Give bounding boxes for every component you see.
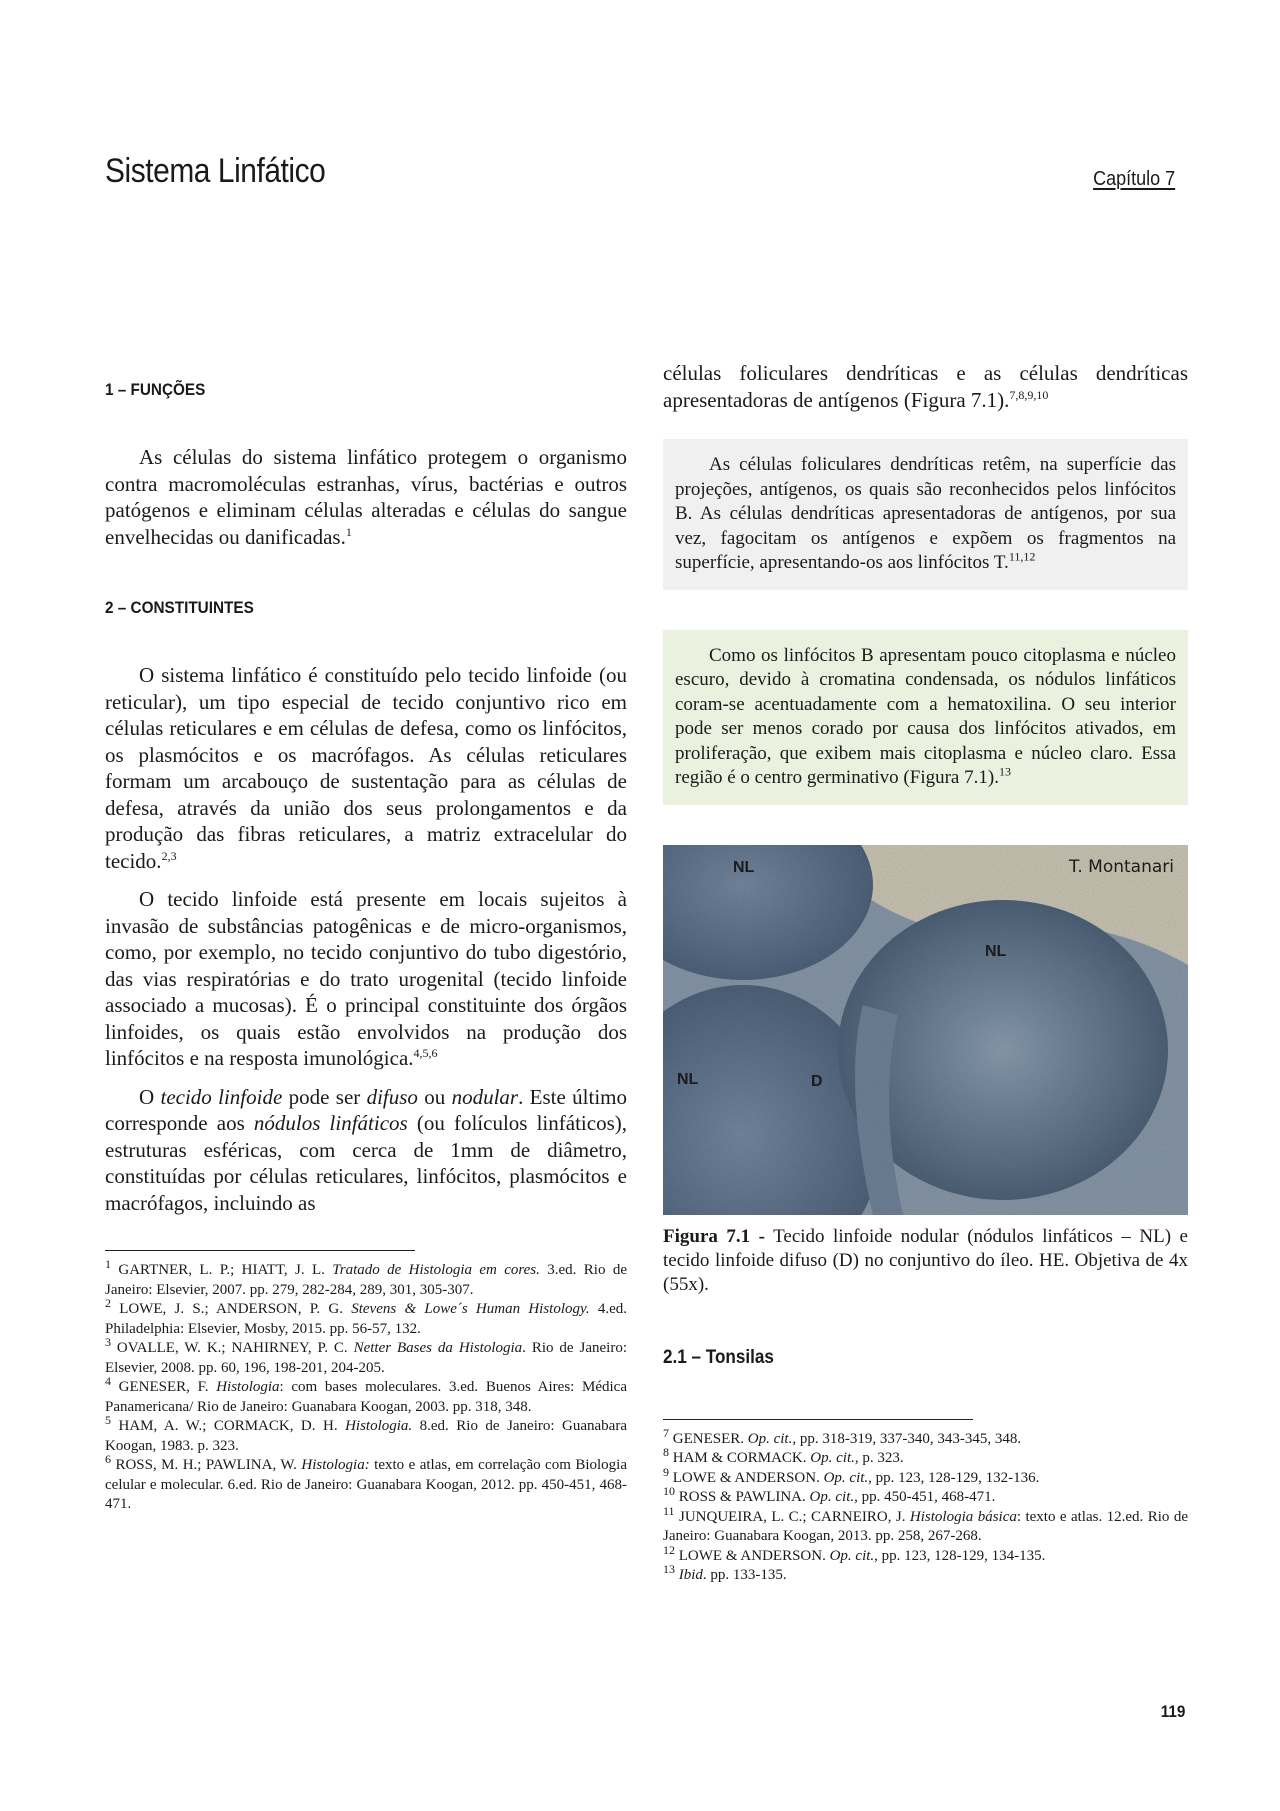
- footnote-text: HAM, A. W.; CORMACK, D. H.: [111, 1418, 346, 1434]
- footnote-number: 4: [105, 1374, 111, 1388]
- footnote-number: 3: [105, 1335, 111, 1349]
- footnote-text: 8.ed. Rio de Janeiro: Guanabara Koogan, 1983. p. 323.: [105, 1418, 627, 1454]
- caption-text: Tecido linfoide nodular (nódulos linfáticos – NL) e tecido linfoide difuso (D) no conjuntivo do íleo. HE. Objetiva de 4x (55x).: [663, 1225, 1188, 1295]
- paragraph-tecido-linfoide: [105, 886, 627, 1072]
- footnotes-right: [663, 1425, 1188, 1586]
- footnote-ref: 13: [998, 764, 1011, 779]
- footnote-number: 12: [663, 1542, 675, 1557]
- box-text: As células foliculares dendríticas retêm, na superfície das projeções, antígenos, os quais são reconhecidos pelos linfócitos B. As células dendríticas apresentadoras de antígenos, por sua vez, fagocitam os antígenos e expõem os fragmentos na superfície, apresentando-os aos linfócitos T.: [675, 454, 1176, 573]
- paragraph-funcoes: [105, 444, 627, 550]
- footnote-title: Op. cit.: [810, 1450, 855, 1466]
- chapter-label: [1093, 168, 1175, 191]
- footnote-text: LOWE, J. S.; ANDERSON, P. G.: [111, 1301, 352, 1317]
- footnote-number: 1: [105, 1257, 111, 1271]
- footnote-title: Op. cit.: [747, 1430, 793, 1447]
- footnote-item: [105, 1296, 627, 1339]
- footnote-title: Tratado de Histologia em cores.: [332, 1262, 540, 1278]
- footnote-item: [105, 1413, 627, 1456]
- figure-caption: [663, 1225, 1188, 1297]
- footnote-text: LOWE & ANDERSON.: [675, 1547, 830, 1564]
- footnote-text: ROSS & PAWLINA.: [675, 1489, 810, 1505]
- footnote-text: HAM & CORMACK.: [669, 1450, 811, 1466]
- footnote-text: , pp. 123, 128-129, 132-136.: [868, 1469, 1040, 1486]
- highlight-box-germinal-center: [663, 630, 1188, 805]
- footnote-title: Ibid: [678, 1567, 703, 1583]
- footnote-number: 2: [105, 1296, 111, 1310]
- footnote-text: . Rio de Janeiro: Elsevier, 2008. pp. 60, 196, 198-201, 204-205.: [105, 1340, 627, 1376]
- footnote-item: [663, 1425, 1188, 1450]
- italic-term: nodular: [451, 1084, 519, 1109]
- footnote-ref: 2,3: [161, 848, 177, 863]
- footnote-text: 4.ed. Philadelphia: Elsevier, Mosby, 2015. pp. 56-57, 132.: [105, 1301, 627, 1337]
- italic-term: tecido linfoide: [160, 1084, 283, 1109]
- figure-label-nl-left: NL: [677, 1070, 699, 1088]
- footnote-text: 3.ed. Rio de Janeiro: Elsevier, 2007. pp. 279, 282-284, 289, 301, 305-307.: [105, 1262, 627, 1298]
- text-run: . Este último corresponde aos: [105, 1084, 627, 1135]
- paragraph-text: células foliculares dendríticas e as células dendríticas apresentadoras de antígenos (Figura 7.1).: [663, 361, 1188, 412]
- text-run: (ou folículos linfáticos), estruturas esféricas, com cerca de 1mm de diâmetro, constituídas por células reticulares, linfócitos, plasmócitos e macrófagos, incluindo as: [105, 1111, 627, 1215]
- footnote-number: 7: [663, 1425, 669, 1440]
- left-column: [105, 370, 627, 1515]
- box-paragraph: [675, 453, 1176, 576]
- footnote-text: JUNQUEIRA, L. C.; CARNEIRO, J.: [674, 1508, 910, 1525]
- paragraph-text: O sistema linfático é constituído pelo tecido linfoide (ou reticular), um tipo especial de tecido conjuntivo rico em células reticulares e em células de defesa, como os linfócitos, os plasmócitos e os macrófagos. As células reticulares formam um arcabouço de sustentação para as células de defesa, através da união dos seus prolongamentos e da produção das fibras reticulares, a matriz extracelular do tecido.: [105, 663, 627, 873]
- footnote-text: LOWE & ANDERSON.: [669, 1469, 824, 1486]
- footnote-title: Netter Bases da Histologia: [353, 1340, 523, 1356]
- footnote-title: Op. cit.: [829, 1547, 875, 1564]
- footnote-number: 11: [663, 1503, 675, 1518]
- footnote-ref: 1: [345, 524, 352, 539]
- footnote-text: , pp. 450-451, 468-471.: [854, 1489, 996, 1505]
- footnote-item: [663, 1445, 1188, 1469]
- figure-credit: T. Montanari: [1068, 856, 1174, 877]
- paragraph-text: As células do sistema linfático protegem o organismo contra macromoléculas estranhas, vírus, bactérias e outros patógenos e eliminam células alteradas e células do sangue envelhecidas ou danificadas.: [105, 445, 627, 549]
- figure-label-d: D: [811, 1072, 823, 1090]
- footnote-text: ROSS, M. H.; PAWLINA, W.: [111, 1457, 302, 1473]
- footnote-item: [105, 1374, 627, 1417]
- section-heading-funcoes: 1 – FUNÇÕES: [105, 380, 206, 399]
- paragraph-difuso-nodular: [105, 1084, 627, 1217]
- footnotes-left: [105, 1257, 627, 1515]
- footnote-rule: [663, 1419, 973, 1420]
- footnote-title: Histologia: [216, 1379, 280, 1395]
- footnote-title: Histologia:: [301, 1457, 370, 1473]
- box-text: Como os linfócitos B apresentam pouco citoplasma e núcleo escuro, devido à cromatina condensada, os nódulos linfáticos coram-se acentuadamente com a hematoxilina. O seu interior pode ser menos corado por causa dos linfócitos ativados, em proliferação, que exibem mais citoplasma e núcleo claro. Essa região é o centro germinativo (Figura 7.1).: [675, 644, 1176, 788]
- caption-label: Figura 7.1 -: [663, 1225, 765, 1247]
- box-paragraph: [675, 644, 1176, 791]
- footnote-item: [663, 1503, 1188, 1547]
- chapter-label-text: Capítulo 7: [1092, 168, 1175, 190]
- footnote-title: Histologia básica: [909, 1508, 1017, 1525]
- figure-label-nl-top: NL: [733, 858, 755, 876]
- footnote-title: Histologia.: [345, 1418, 413, 1434]
- footnote-ref: 4,5,6: [413, 1046, 438, 1060]
- footnote-number: 8: [663, 1445, 669, 1459]
- footnote-number: 6: [105, 1452, 111, 1466]
- footnote-item: [663, 1562, 1188, 1586]
- footnote-title: Op. cit.: [823, 1469, 869, 1486]
- footnote-text: , pp. 123, 128-129, 134-135.: [874, 1547, 1046, 1564]
- footnote-item: [663, 1464, 1188, 1489]
- footnote-text: , p. 323.: [854, 1450, 904, 1466]
- footnote-ref: 7,8,9,10: [1009, 387, 1049, 402]
- section-heading-constituintes: 2 – CONSTITUINTES: [105, 598, 254, 617]
- paragraph-text: O tecido linfoide está presente em locais sujeitos à invasão de substâncias patogênicas e de micro-organismos, como, por exemplo, no tecido conjuntivo do tubo digestório, das vias respiratórias e do trato urogenital (tecido linfoide associado a mucosas). É o principal constituinte dos órgãos linfoides, os quais estão envolvidos na produção dos linfócitos e na resposta imunológica.: [105, 887, 627, 1070]
- footnote-text: texto e atlas, em correlação com Biologia celular e molecular. 6.ed. Rio de Janeiro: Guanabara Koogan, 2012. pp. 450-451, 468-471.: [105, 1457, 627, 1512]
- footnote-item: [663, 1484, 1188, 1508]
- footnote-rule: [105, 1250, 415, 1251]
- paragraph-constituintes: [105, 662, 627, 874]
- footnote-text: . pp. 133-135.: [702, 1567, 787, 1583]
- text-run: pode ser: [282, 1084, 367, 1109]
- footnote-item: [663, 1542, 1188, 1567]
- figure-micrograph: [663, 845, 1188, 1215]
- footnote-text: GENESER, F.: [111, 1379, 217, 1395]
- micrograph-image: [663, 845, 1188, 1215]
- footnote-text: GARTNER, L. P.; HIATT, J. L.: [111, 1262, 333, 1278]
- paragraph-continuation: [663, 360, 1188, 413]
- page-number: 119: [1160, 1702, 1185, 1721]
- footnote-number: 5: [105, 1413, 111, 1427]
- footnote-item: [105, 1257, 627, 1300]
- footnote-text: OVALLE, W. K.; NAHIRNEY, P. C.: [111, 1340, 354, 1356]
- footnote-text: : com bases moleculares. 3.ed. Buenos Aires: Médica Panamericana/ Rio de Janeiro: Guanabara Koogan, 2003. pp. 318, 348.: [105, 1379, 627, 1415]
- footnote-title: Op. cit.: [809, 1489, 855, 1505]
- footnote-title: Stevens & Lowe´s Human Histology.: [351, 1301, 590, 1317]
- footnote-text: : texto e atlas. 12.ed. Rio de Janeiro: Guanabara Koogan, 2013. pp. 258, 267-268.: [663, 1508, 1188, 1544]
- italic-term: difuso: [366, 1084, 418, 1109]
- text-run: O: [139, 1084, 161, 1109]
- footnote-item: [105, 1335, 627, 1378]
- footnote-number: 10: [663, 1484, 675, 1498]
- footnote-number: 13: [663, 1562, 675, 1576]
- footnote-text: , pp. 318-319, 337-340, 343-345, 348.: [792, 1430, 1022, 1447]
- figure-label-nl-center: NL: [985, 942, 1007, 960]
- section-heading-tonsilas: 2.1 – Tonsilas: [663, 1346, 774, 1368]
- page-title: Sistema Linfático: [105, 152, 326, 190]
- highlight-box-dendritic-cells: [663, 439, 1188, 590]
- footnote-ref: 11,12: [1008, 549, 1036, 564]
- right-column: [663, 360, 1188, 1586]
- text-run: ou: [417, 1084, 452, 1109]
- footnote-item: [105, 1452, 627, 1515]
- italic-term: nódulos linfáticos: [253, 1111, 408, 1135]
- footnote-number: 9: [663, 1464, 669, 1479]
- footnote-text: GENESER.: [669, 1430, 748, 1447]
